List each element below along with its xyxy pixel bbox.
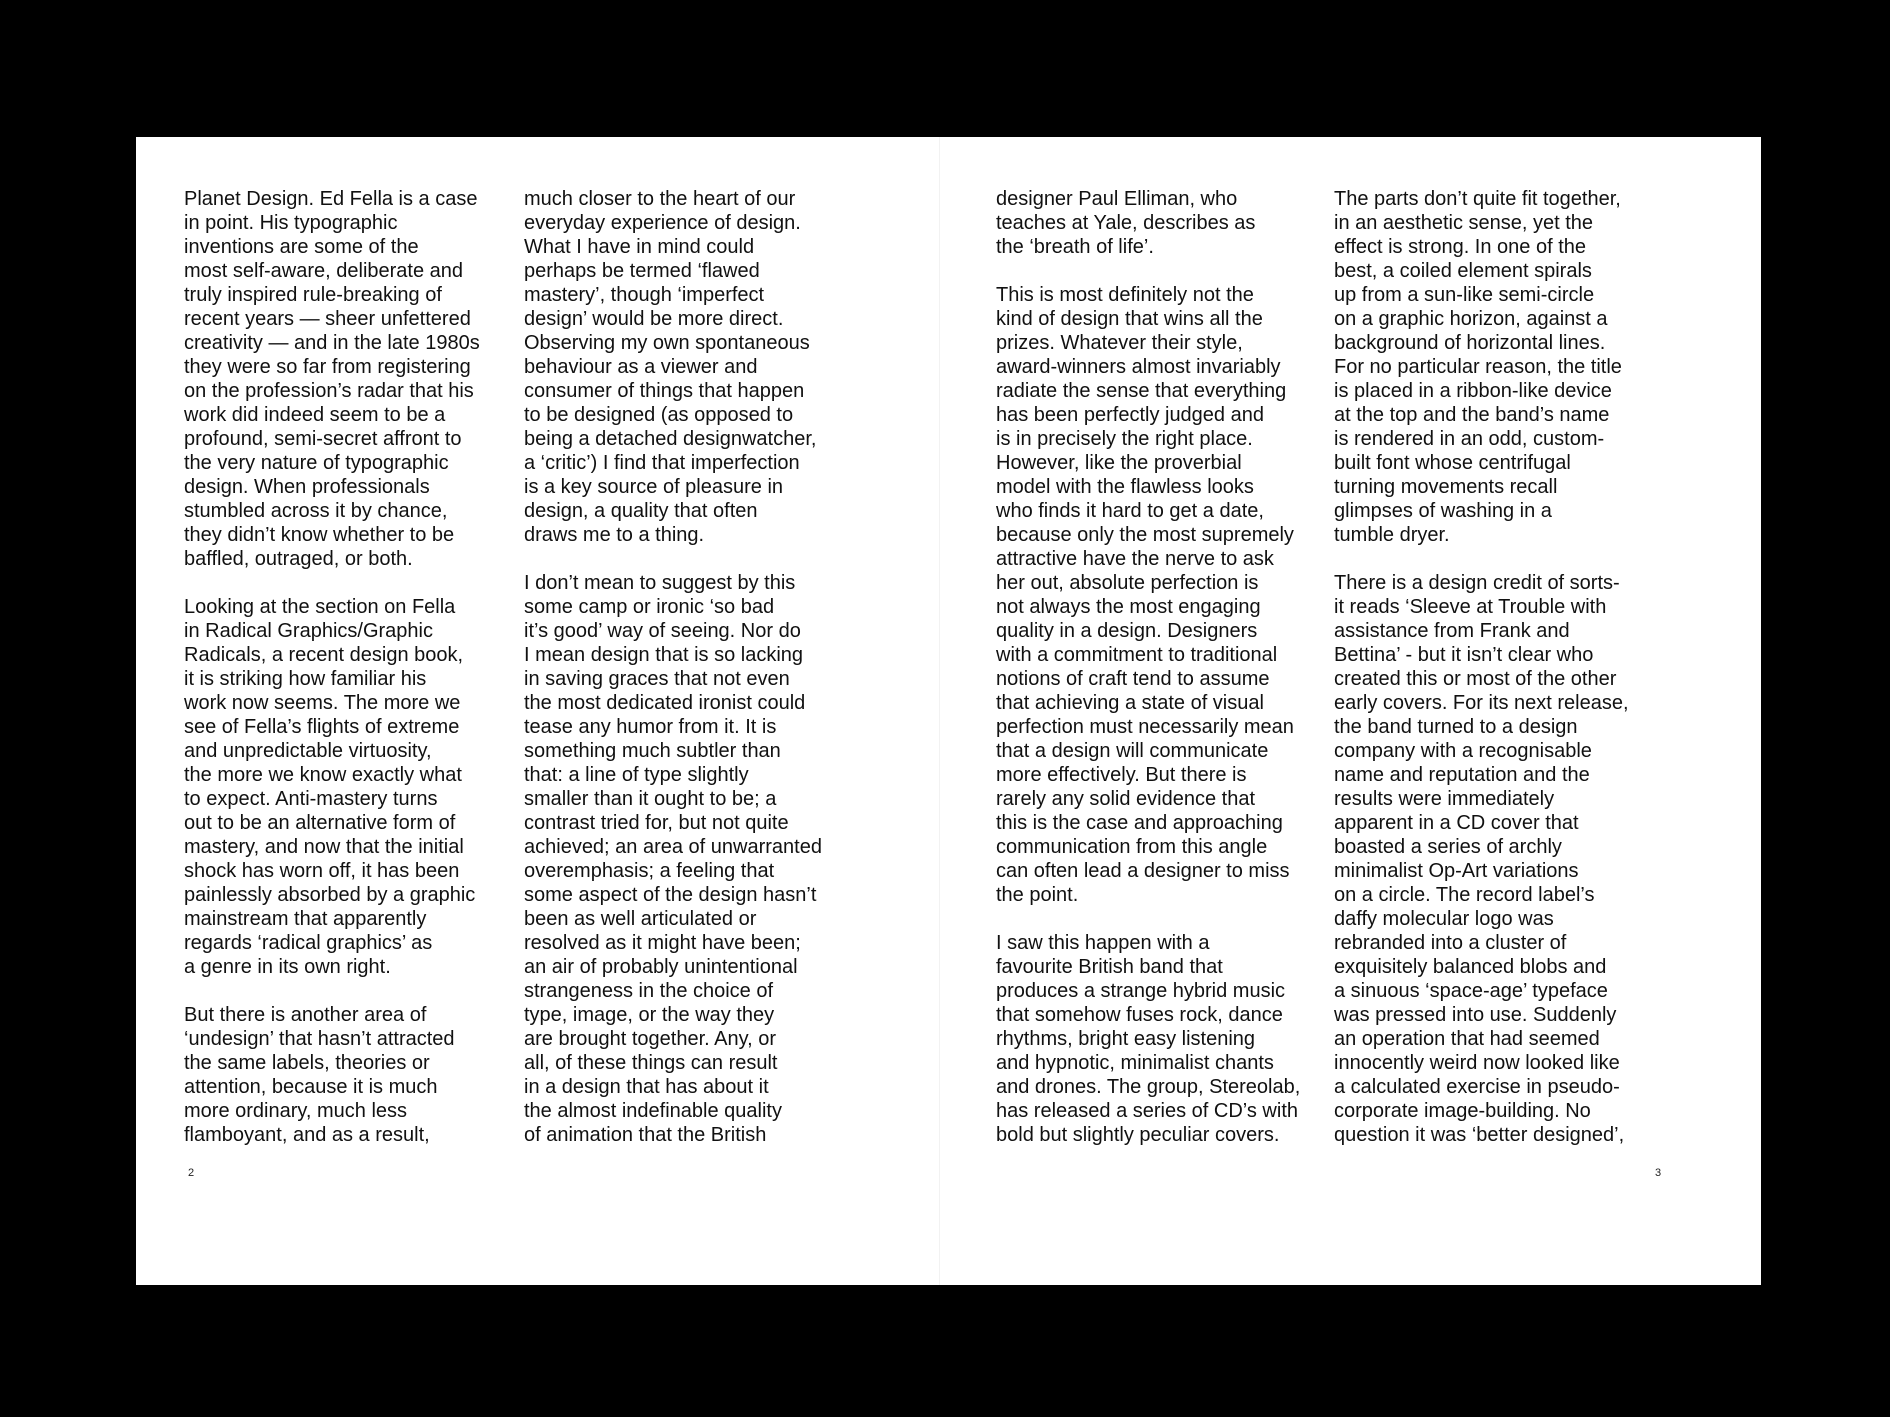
- book-spread: [136, 137, 1761, 1285]
- paragraph: I saw this happen with a favourite British band that produces a strange hybrid music that somehow fuses rock, dance rhythms, bright easy listening and hypnotic, minimalist chants and drones. The group, Stereolab, has released a series of CD’s with bold but slightly peculiar covers.: [996, 932, 1301, 1146]
- paragraph: The parts don’t quite fit together, in an aesthetic sense, yet the effect is strong. In one of the best, a coiled element spirals up from a sun-like semi-circle on a graphic horizon, against a background of horizontal lines. For no particular reason, the title is placed in a ribbon-like device at the top and the band’s name is rendered in an odd, custom- built font whose centrifugal turning movements recall glimpses of washing in a tumble dryer.: [1334, 188, 1622, 546]
- paragraph: I don’t mean to suggest by this some camp or ironic ‘so bad it’s good’ way of seeing. Nor do I mean design that is so lacking in saving graces that not even the most dedicated ironist could tease any humor from it. It is something much subtler than that: a line of type slightly smaller than it ought to be; a contrast tried for, but not quite achieved; an area of unwarranted overemphasis; a feeling that some aspect of the design hasn’t been as well articulated or resolved as it might have been; an air of probably unintentional strangeness in the choice of type, image, or the way they are brought together. Any, or all, of these things can result in a design that has about it the almost indefinable quality of animation that the British: [524, 572, 822, 1146]
- gutter: [939, 137, 940, 1285]
- paragraph: Looking at the section on Fella in Radical Graphics/Graphic Radicals, a recent design book, it is striking how familiar his work now seems. The more we see of Fella’s flights of extreme and unpredictable virtuosity, the more we know exactly what to expect. Anti-mastery turns out to be an alternative form of mastery, and now that the initial shock has worn off, it has been painlessly absorbed by a graphic mainstream that apparently regards ‘radical graphics’ as a genre in its own right.: [184, 596, 476, 978]
- page-2-column-2: [524, 187, 854, 1147]
- paragraph: There is a design credit of sorts- it reads ‘Sleeve at Trouble with assistance from Frank and Bettina’ - but it isn’t clear who created this or most of the other early covers. For its next release, the band turned to a design company with a recognisable name and reputation and the results were immediately apparent in a CD cover that boasted a series of archly minimalist Op-Art variations on a circle. The record label’s daffy molecular logo was rebranded into a cluster of exquisitely balanced blobs and a sinuous ‘space-age’ typeface was pressed into use. Suddenly an operation that had seemed innocently weird now looked like a calculated exercise in pseudo- corporate image-building. No question it was ‘better designed’,: [1334, 572, 1629, 1146]
- paragraph: This is most definitely not the kind of design that wins all the prizes. Whatever their style, award-winners almost invariably radiate the sense that everything has been perfectly judged and is in precisely the right place. However, like the proverbial model with the flawless looks who finds it hard to get a date, because only the most supremely attractive have the nerve to ask her out, absolute perfection is not always the most engaging quality in a design. Designers with a commitment to traditional notions of craft tend to assume that achieving a state of visual perfection must necessarily mean that a design will communicate more effectively. But there is rarely any solid evidence that this is the case and approaching communication from this angle can often lead a designer to miss the point.: [996, 284, 1294, 906]
- paragraph: designer Paul Elliman, who teaches at Yale, describes as the ‘breath of life’.: [996, 188, 1256, 258]
- page-3-column-2: [1334, 187, 1664, 1147]
- page-3-column-1: [996, 187, 1326, 1147]
- page-2-column-1: [184, 187, 514, 1147]
- page-number-left: 2: [188, 1167, 195, 1179]
- paragraph: Planet Design. Ed Fella is a case in point. His typographic inventions are some of the most self-aware, deliberate and truly inspired rule-breaking of recent years — sheer unfettered creativity — and in the late 1980s they were so far from registering on the profession’s radar that his work did indeed seem to be a profound, semi-secret affront to the very nature of typographic design. When professionals stumbled across it by chance, they didn’t know whether to be baffled, outraged, or both.: [184, 188, 480, 570]
- page-number-right: 3: [1655, 1167, 1662, 1179]
- paragraph: much closer to the heart of our everyday experience of design. What I have in mind could perhaps be termed ‘flawed mastery’, though ‘imperfect design’ would be more direct. Observing my own spontaneous behaviour as a viewer and consumer of things that happen to be designed (as opposed to being a detached designwatcher, a ‘critic’) I find that imperfection is a key source of pleasure in design, a quality that often draws me to a thing.: [524, 188, 817, 546]
- paragraph: But there is another area of ‘undesign’ that hasn’t attracted the same labels, theories or attention, because it is much more ordinary, much less flamboyant, and as a result,: [184, 1004, 455, 1146]
